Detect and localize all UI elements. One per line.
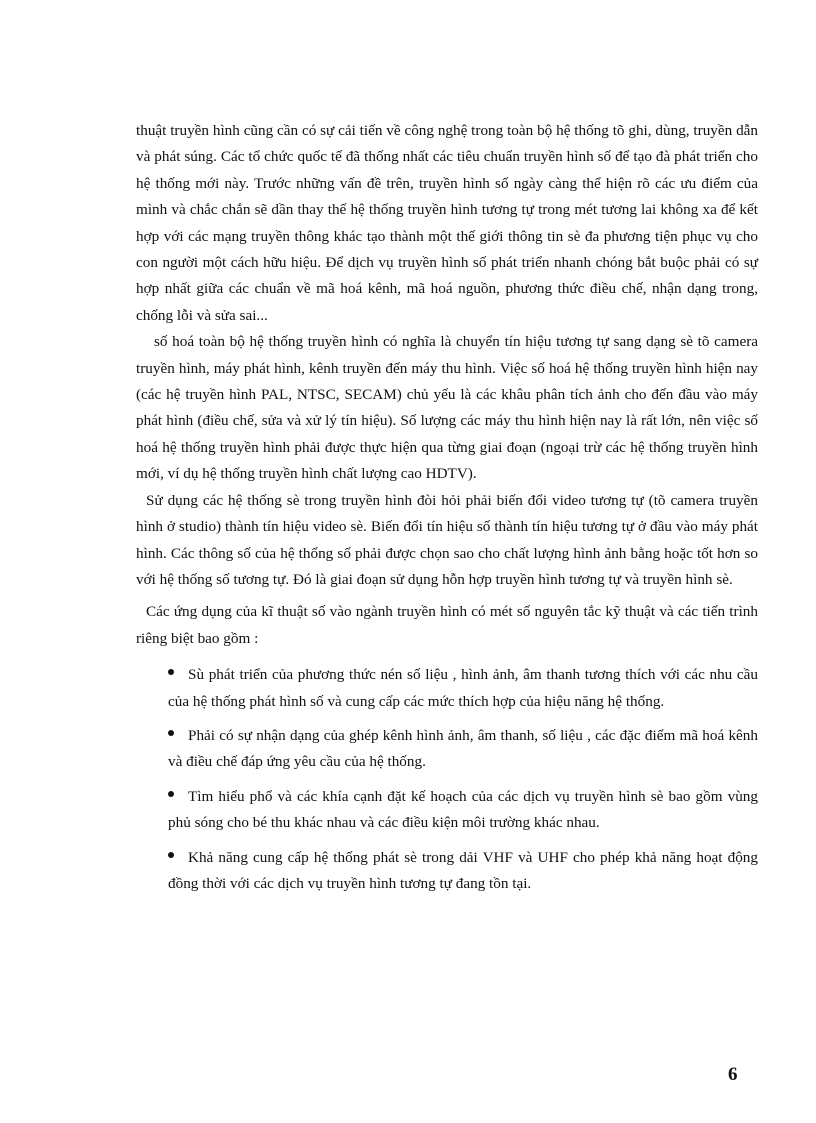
paragraph-applications: Các ứng dụng của kĩ thuật số vào ngành truyền hình có mét số nguyên tắc kỹ thuật và các tiến trình riêng biệt bao gồm :	[136, 603, 758, 647]
paragraph-digitization: số hoá toàn bộ hệ thống truyền hình có nghĩa là chuyển tín hiệu tương tự sang dạng sè tõ camera truyền hình, máy phát hình, kênh truyền đến máy thu hình. Việc số hoá hệ thống truyền hình hiện nay (các hệ truyền hình PAL, NTSC, SECAM) chủ yếu là các khâu phân tích ảnh cho đến đầu vào máy phát hình (điều chế, sửa và xử lý tín hiệu). Số lượng các máy thu hình hiện nay là rất lớn, nên việc số hoá hệ thống truyền hình phải được thực hiện qua từng giai đoạn (ngoại trừ các hệ thống truyền hình mới, ví dụ hệ thống truyền hình chất lượng cao HDTV).	[136, 333, 758, 483]
paragraph-digital-systems: Sử dụng các hệ thống sè trong truyền hình đòi hỏi phải biến đổi video tương tự (tõ camera truyền hình ở studio) thành tín hiệu video sè. Biến đổi tín hiệu số thành tín hiệu tương tự ở đầu vào máy phát hình. Các thông số của hệ thống số phải được chọn sao cho chất lượng hình ảnh bằng hoặc tốt hơn so với hệ thống số tương tự. Đó là giai đoạn sử dụng hỗn hợp truyền hình tương tự và truyền hình sè.	[136, 491, 758, 588]
paragraph-intro: thuật truyền hình cũng cần có sự cải tiến về công nghệ trong toàn bộ hệ thống tõ ghi, dùng, truyền dẫn và phát súng. Các tổ chức quốc tế đã thống nhất các tiêu chuẩn truyền hình số để tạo đà phát triển cho hệ thống mới này. Trước những vấn đề trên, truyền hình số ngày càng thể hiện rõ các ưu điểm của mình và chắc chắn sẽ dần thay thế hệ thống truyền hình tương tự trong mét tương lai không xa để kết hợp với các mạng truyền thông khác tạo thành một thế giới thông tin sè đa phương tiện phục vụ cho con người một cách hữu hiệu. Để dịch vụ truyền hình số phát triển nhanh chóng bắt buộc phải có sự hợp nhất giữa các chuẩn về mã hoá kênh, mã hoá nguồn, phương thức điều chế, nhận dạng trong, chống lỗi và sửa sai...	[136, 122, 758, 324]
bullet-icon	[168, 669, 174, 675]
bullet-icon	[168, 730, 174, 736]
bullet-icon	[168, 852, 174, 858]
list-item-text: Sù phát triển của phương thức nén số liệu , hình ảnh, âm thanh tương thích với các nhu cầu của hệ thống phát hình số và cung cấp các mức thích hợp của hiệu năng hệ thống.	[168, 666, 758, 710]
list-item	[168, 723, 758, 776]
list-item	[168, 784, 758, 837]
bullet-icon	[168, 791, 174, 797]
list-item-text: Phải có sự nhận dạng của ghép kênh hình ảnh, âm thanh, số liệu , các đặc điểm mã hoá kênh và điều chế đáp ứng yêu cầu của hệ thống.	[168, 726, 758, 771]
bullet-list	[136, 662, 758, 897]
list-item	[168, 662, 758, 715]
list-item-text: Tìm hiểu phổ và các khía cạnh đặt kế hoạch của các dịch vụ truyền hình sè bao gồm vùng phủ sóng cho bé thu khác nhau và các điều kiện môi trường khác nhau.	[168, 787, 758, 832]
list-item-text: Khả năng cung cấp hệ thống phát sè trong dải VHF và UHF cho phép khả năng hoạt động đồng thời với các dịch vụ truyền hình tương tự đang tồn tại.	[168, 848, 758, 892]
page-number: 6	[728, 1064, 738, 1085]
list-item	[168, 845, 758, 898]
document-page	[136, 118, 758, 905]
